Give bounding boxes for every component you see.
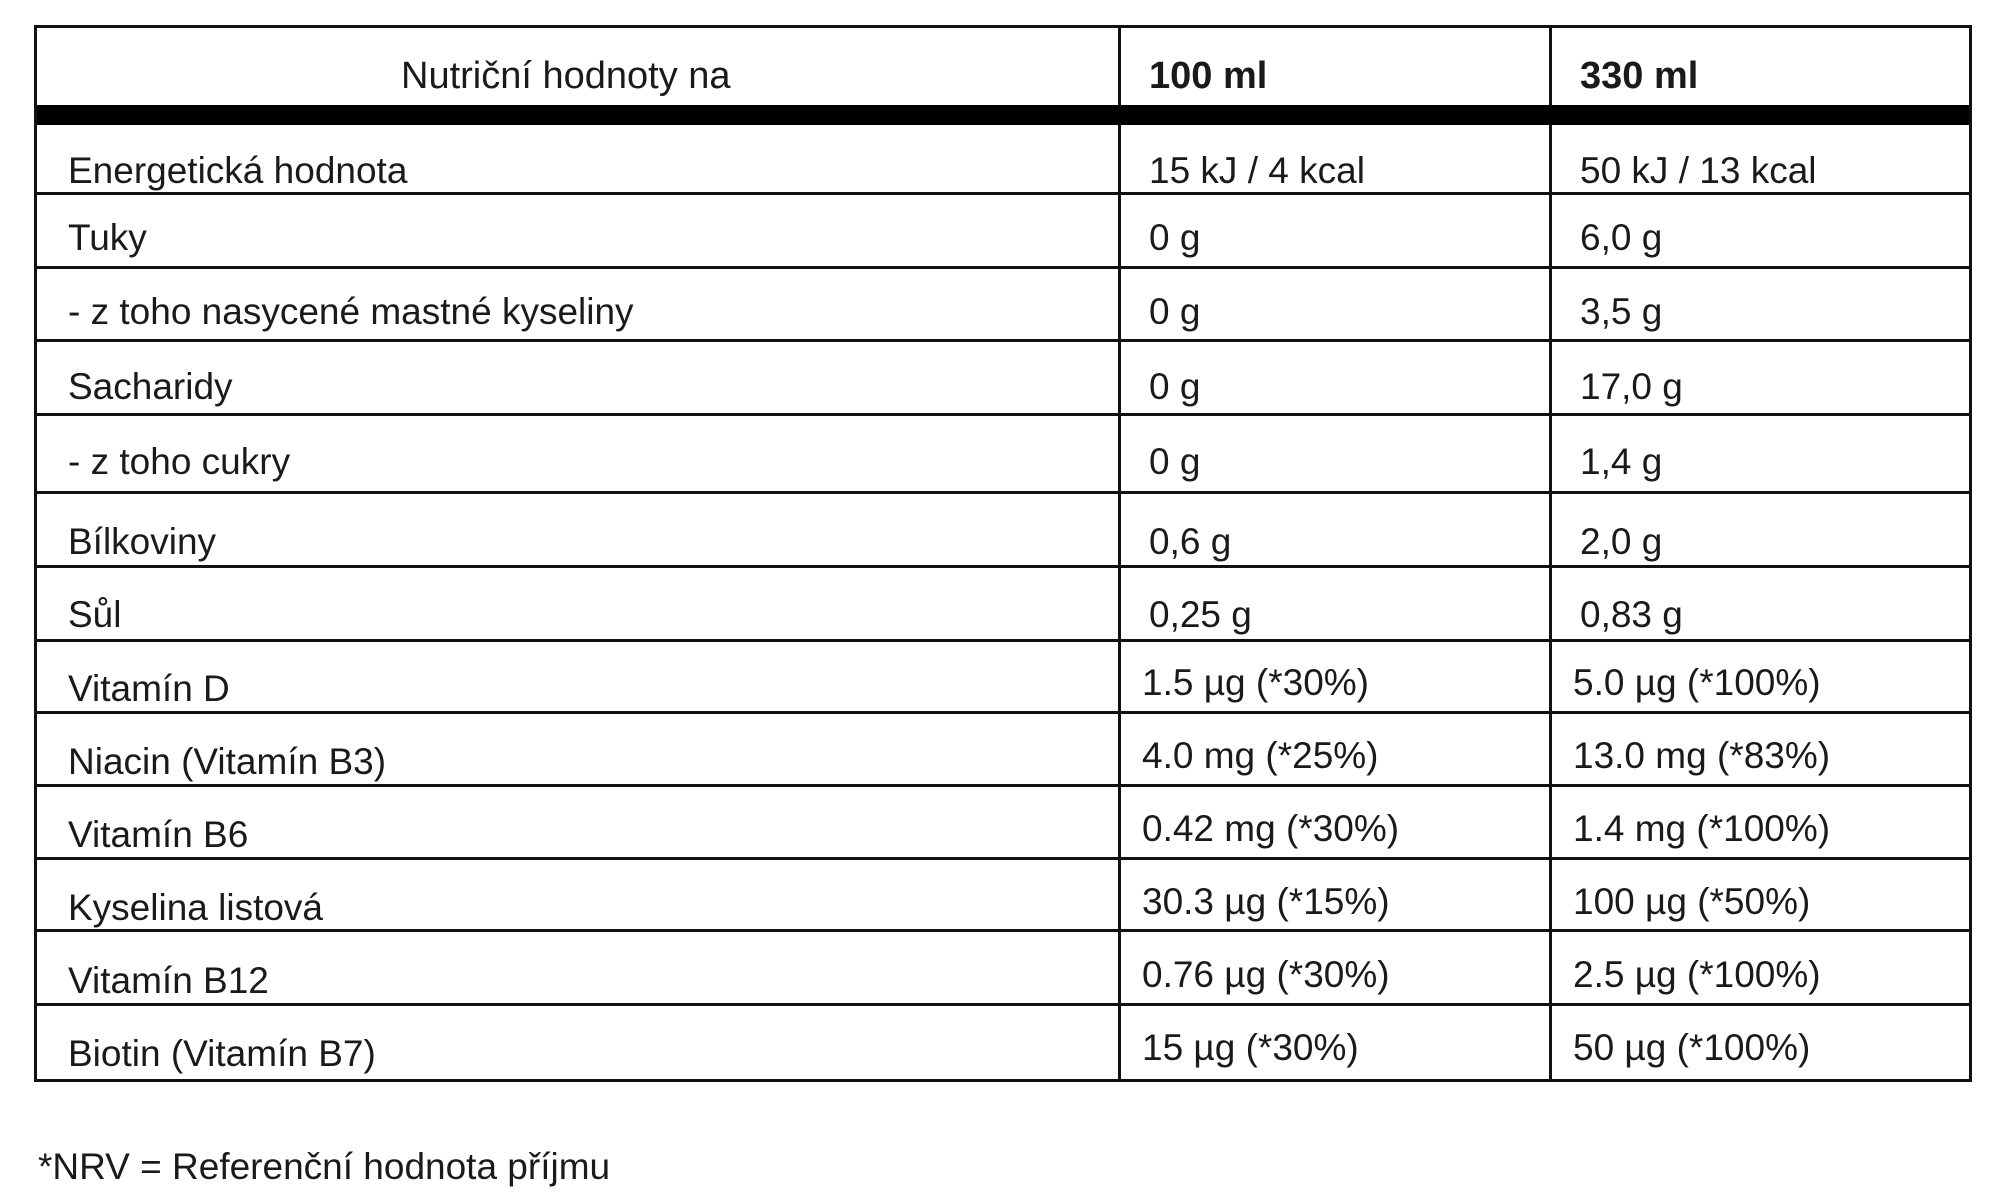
row-divider: [37, 639, 1969, 642]
row-divider: [37, 491, 1969, 494]
nutrient-name: Niacin (Vitamín B3): [68, 741, 387, 782]
value-100ml: 0 g: [1149, 441, 1201, 482]
row-divider: [37, 929, 1969, 932]
nutrition-table: [34, 25, 1972, 1082]
row-divider: [37, 192, 1969, 195]
nutrient-name: Vitamín B6: [68, 814, 249, 855]
row-divider: [37, 339, 1969, 342]
value-100ml: 0 g: [1149, 217, 1201, 258]
value-330ml: 13.0 mg (*83%): [1573, 735, 1831, 776]
value-100ml: 0.76 µg (*30%): [1142, 954, 1390, 995]
value-100ml: 15 kJ / 4 kcal: [1149, 150, 1365, 191]
row-divider: [37, 784, 1969, 787]
value-330ml: 5.0 µg (*100%): [1573, 662, 1821, 703]
row-divider: [37, 857, 1969, 860]
value-100ml: 0 g: [1149, 366, 1201, 407]
header-100ml: 100 ml: [1149, 55, 1268, 97]
value-330ml: 6,0 g: [1580, 217, 1663, 258]
header-divider: [37, 105, 1969, 125]
row-divider: [37, 413, 1969, 416]
value-330ml: 50 kJ / 13 kcal: [1580, 150, 1817, 191]
value-330ml: 1.4 mg (*100%): [1573, 808, 1831, 849]
nutrient-name: - z toho cukry: [68, 441, 291, 482]
value-100ml: 30.3 µg (*15%): [1142, 881, 1390, 922]
nutrient-name: Vitamín D: [68, 668, 230, 709]
value-100ml: 0 g: [1149, 291, 1201, 332]
value-330ml: 3,5 g: [1580, 291, 1663, 332]
nutrient-name: - z toho nasycené mastné kyseliny: [68, 291, 634, 332]
row-divider: [37, 565, 1969, 568]
value-100ml: 0.42 mg (*30%): [1142, 808, 1400, 849]
row-divider: [37, 1003, 1969, 1006]
header-330ml: 330 ml: [1580, 55, 1699, 97]
value-330ml: 1,4 g: [1580, 441, 1663, 482]
column-divider: [1549, 28, 1552, 1079]
value-100ml: 4.0 mg (*25%): [1142, 735, 1379, 776]
nutrient-name: Sůl: [68, 594, 122, 635]
nutrient-name: Biotin (Vitamín B7): [68, 1033, 376, 1074]
value-330ml: 17,0 g: [1580, 366, 1683, 407]
row-divider: [37, 711, 1969, 714]
nutrient-name: Vitamín B12: [68, 960, 269, 1001]
value-330ml: 2,0 g: [1580, 521, 1663, 562]
value-100ml: 1.5 µg (*30%): [1142, 662, 1369, 703]
nutrient-name: Tuky: [68, 217, 147, 258]
value-330ml: 0,83 g: [1580, 594, 1683, 635]
column-divider: [1118, 28, 1121, 1079]
value-100ml: 0,6 g: [1149, 521, 1232, 562]
value-100ml: 0,25 g: [1149, 594, 1252, 635]
footnote: *NRV = Referenční hodnota příjmu: [38, 1146, 611, 1187]
header-label: Nutriční hodnoty na: [401, 55, 731, 97]
row-divider: [37, 266, 1969, 269]
value-100ml: 15 µg (*30%): [1142, 1027, 1359, 1068]
value-330ml: 2.5 µg (*100%): [1573, 954, 1821, 995]
nutrient-name: Bílkoviny: [68, 521, 217, 562]
nutrient-name: Kyselina listová: [68, 887, 324, 928]
value-330ml: 100 µg (*50%): [1573, 881, 1811, 922]
value-330ml: 50 µg (*100%): [1573, 1027, 1811, 1068]
nutrient-name: Energetická hodnota: [68, 150, 408, 191]
nutrient-name: Sacharidy: [68, 366, 233, 407]
